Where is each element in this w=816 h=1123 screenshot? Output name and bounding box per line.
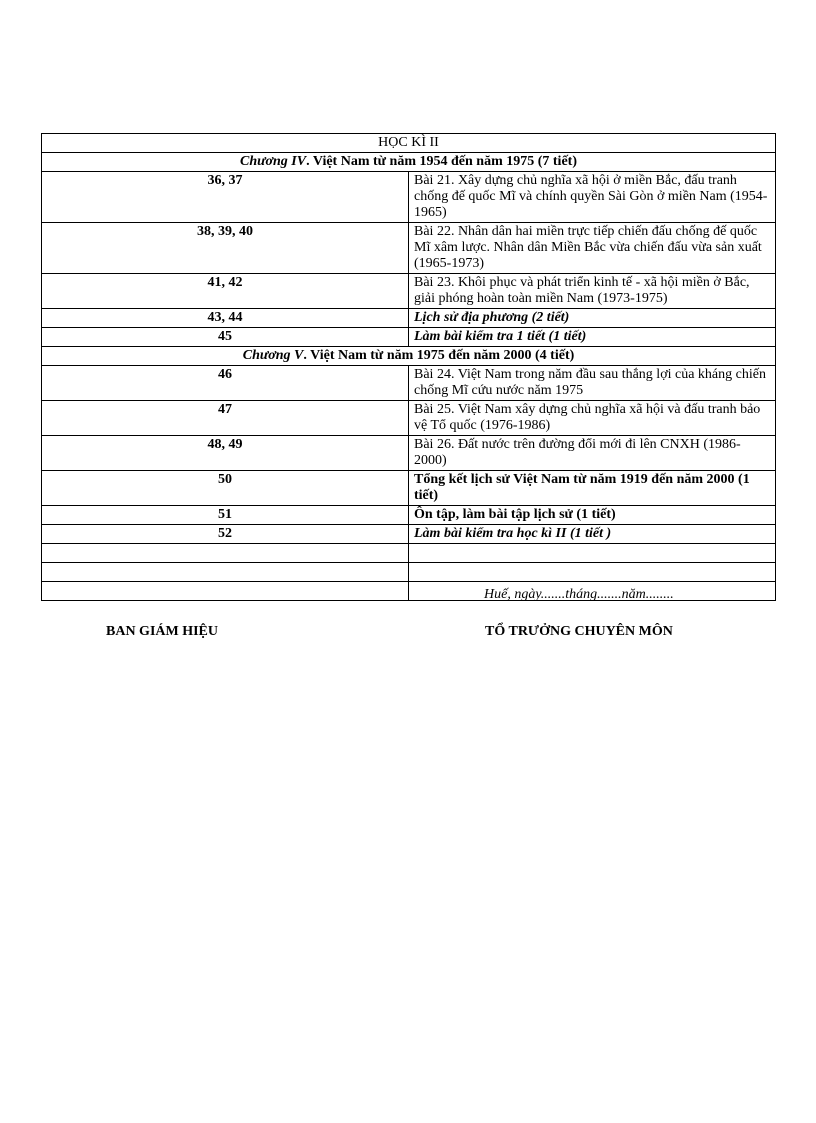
table-row [42, 172, 776, 223]
chapter-heading [42, 347, 776, 366]
date-line: Huế, ngày.......tháng.......năm........ [484, 587, 674, 602]
table-row [42, 506, 776, 525]
lesson-content: Bài 25. Việt Nam xây dựng chủ nghĩa xã hội và đấu tranh bảo vệ Tổ quốc (1976-1986) [409, 401, 776, 436]
lesson-number: 50 [42, 471, 409, 506]
lesson-number: 51 [42, 506, 409, 525]
lesson-content: Lịch sử địa phương (2 tiết) [409, 309, 776, 328]
chapter-row [42, 153, 776, 172]
chapter-heading [42, 153, 776, 172]
empty-row [42, 544, 776, 563]
semester-heading: HỌC KÌ II [42, 134, 776, 153]
chapter-title: . Việt Nam từ năm 1954 đến năm 1975 (7 tiết) [306, 154, 577, 169]
lesson-number: 46 [42, 366, 409, 401]
lesson-number: 43, 44 [42, 309, 409, 328]
lesson-content: Làm bài kiểm tra học kì II (1 tiết ) [409, 525, 776, 544]
empty-cell [42, 582, 409, 601]
chapter-label: Chương IV [240, 154, 307, 169]
table-row [42, 274, 776, 309]
lesson-number: 45 [42, 328, 409, 347]
chapter-title: . Việt Nam từ năm 1975 đến năm 2000 (4 tiết) [303, 348, 575, 363]
table-row [42, 328, 776, 347]
table-row [42, 366, 776, 401]
table-row [42, 309, 776, 328]
table-row [42, 401, 776, 436]
empty-row [42, 563, 776, 582]
lesson-content: Bài 26. Đất nước trên đường đổi mới đi lên CNXH (1986-2000) [409, 436, 776, 471]
lesson-content: Bài 22. Nhân dân hai miền trực tiếp chiến đấu chống đế quốc Mĩ xâm lược. Nhân dân Miền Bắc vừa chiến đấu vừa sản xuất (1965-1973) [409, 223, 776, 274]
lesson-content: Bài 23. Khôi phục và phát triển kinh tế - xã hội miền ở Bắc, giải phóng hoàn toàn miền Nam (1973-1975) [409, 274, 776, 309]
empty-cell [42, 544, 409, 563]
lesson-number: 47 [42, 401, 409, 436]
lesson-number: 38, 39, 40 [42, 223, 409, 274]
lesson-content: Bài 24. Việt Nam trong năm đầu sau thắng lợi của kháng chiến chống Mĩ cứu nước năm 1975 [409, 366, 776, 401]
chapter-label: Chương V [242, 348, 304, 363]
lesson-number: 41, 42 [42, 274, 409, 309]
lesson-number: 36, 37 [42, 172, 409, 223]
table-row [42, 525, 776, 544]
lesson-content: Làm bài kiểm tra 1 tiết (1 tiết) [409, 328, 776, 347]
lesson-content: Bài 21. Xây dựng chủ nghĩa xã hội ở miền Bắc, đấu tranh chống đế quốc Mĩ và chính quyền Sài Gòn ở miền Nam (1954-1965) [409, 172, 776, 223]
table-row [42, 223, 776, 274]
right-signature-label: TỔ TRƯỞNG CHUYÊN MÔN [485, 624, 673, 639]
lesson-content: Ôn tập, làm bài tập lịch sử (1 tiết) [409, 506, 776, 525]
lesson-number: 48, 49 [42, 436, 409, 471]
left-signature-label: BAN GIÁM HIỆU [106, 624, 219, 639]
lesson-content: Tổng kết lịch sử Việt Nam từ năm 1919 đến năm 2000 (1 tiết) [409, 471, 776, 506]
chapter-row [42, 347, 776, 366]
semester-row [42, 134, 776, 153]
empty-cell [409, 544, 776, 563]
lesson-plan-table [41, 133, 776, 601]
table-row [42, 436, 776, 471]
lesson-number: 52 [42, 525, 409, 544]
table-row [42, 471, 776, 506]
empty-cell [42, 563, 409, 582]
empty-cell [409, 563, 776, 582]
